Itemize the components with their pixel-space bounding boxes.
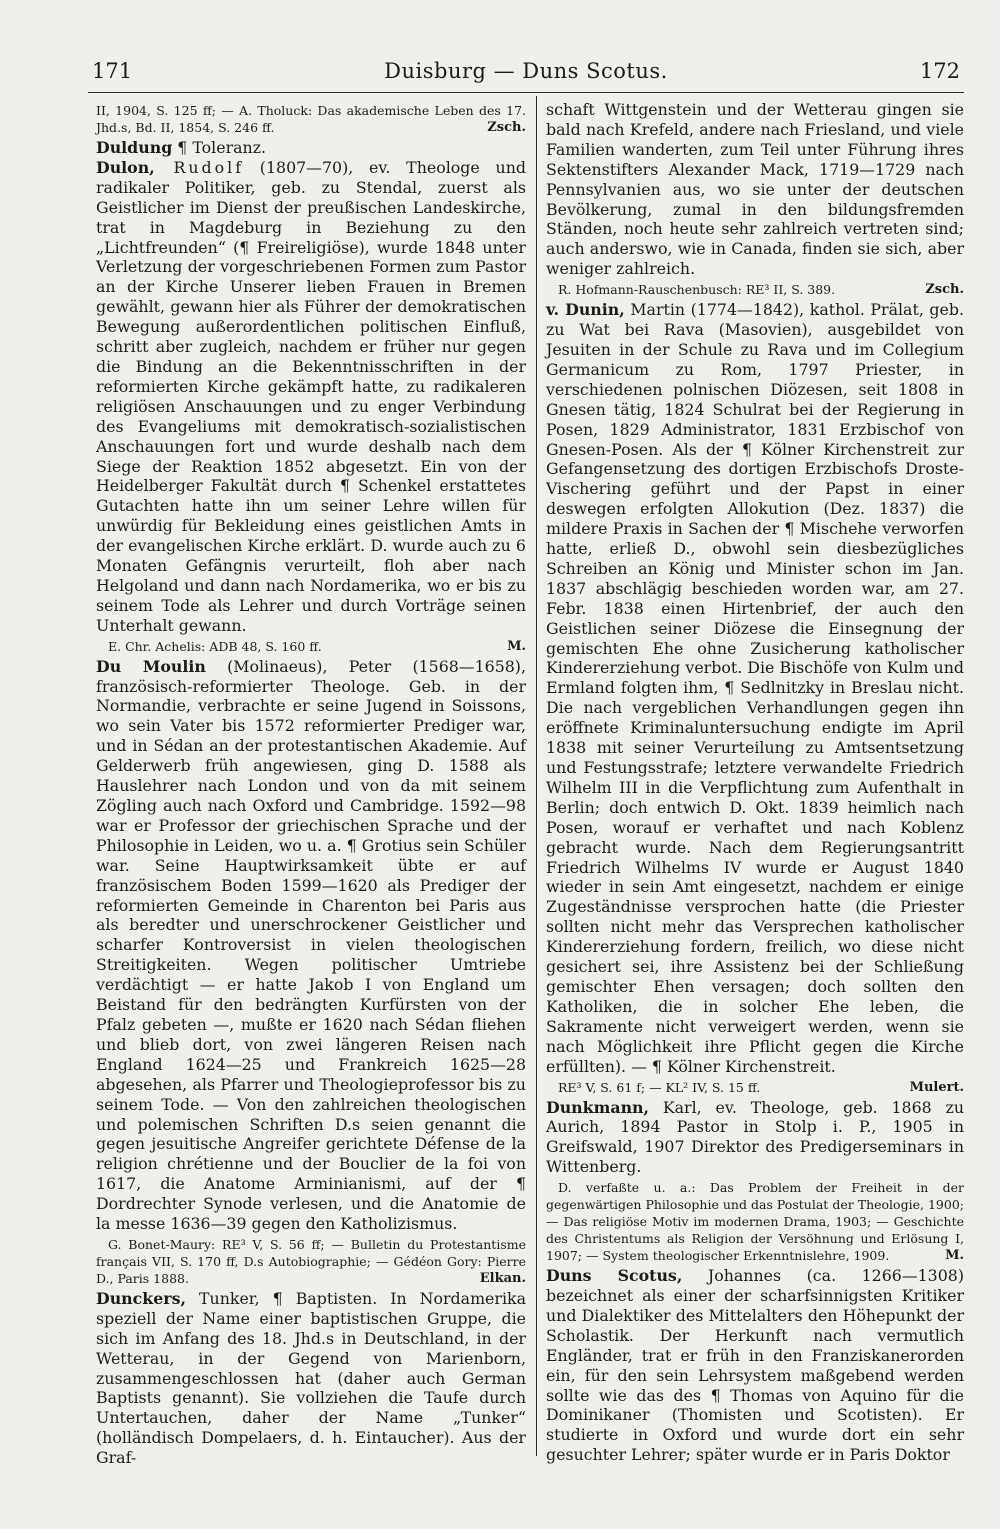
lemma: Du Moulin xyxy=(96,656,206,676)
running-title: Duisburg — Duns Scotus. xyxy=(384,59,668,83)
author-signature: Zsch. xyxy=(925,282,964,298)
right-column xyxy=(546,100,964,1465)
entry-dunckers: Dunckers, Tunker, ¶ Baptisten. In Nordamerika speziell der Name einer baptistischen Gruppe, die sich im Anfang des 18. Jhd.s in Deutschland, in der Wetterau, in der Gegend von Marienborn, zusammengeschlossen hat (daher auch German Baptists genannt). Sie vollziehen die Taufe durch Untertauchen, daher der Name „Tunker“ (holländisch Dompelaers, d. h. Eintaucher). Aus der Graf- xyxy=(96,1288,526,1468)
literature-note: II, 1904, S. 125 ff; — A. Tholuck: Das akademische Leben des 17. Jhd.s, Bd. II, 1854, S. 246 ff. Zsch. xyxy=(96,103,526,135)
entry-dunin: v. Dunin, Martin (1774—1842), kathol. Prälat, geb. zu Wat bei Rava (Masovien), ausgebildet von Jesuiten in der Schule zu Rava und im Collegium Germanicum zu Rom, 1797 Priester, in verschiedenen polnischen Diözesen, seit 1808 in Gnesen tätig, 1824 Schulrat bei der Regierung in Posen, 1829 Administrator, 1831 Erzbischof von Gnesen-Posen. Als der ¶ Kölner Kirchenstreit zur Gefangensetzung des dortigen Erzbischofs Droste-Vischering geführt und der Papst in einer deswegen erfolgten Allokution (Dez. 1837) die mildere Praxis in Sachen der ¶ Mischehe verworfen hatte, erließ D., obwohl sein diesbezügliches Schreiben an König und Minister schon im Jan. 1837 abschlägig beschieden worden war, am 27. Febr. 1838 einen Hirtenbrief, der auch den Geistlichen seiner Diözese die Einsegnung der gemischten Ehe ohne Zusicherung katholischer Kindererziehung verbot. Die Bischöfe von Kulm und Ermland folgten ihm, ¶ Sedlnitzky in Breslau nicht. Die nach vergeblichen Verhandlungen gegen ihn eröffnete Kriminaluntersuchung endigte im April 1838 mit seiner Verurteilung zu Amtsentsetzung und Festungsstrafe; letztere verwandelte Friedrich Wilhelm III in die Verpflichtung zum Aufenthalt in Berlin; doch entwich D. Okt. 1839 heimlich nach Posen, worauf er verhaftet und nach Koblenz gebracht wurde. Nach dem Regierungsantritt Friedrich Wilhelms IV wurde er August 1840 wieder in sein Amt eingesetzt, nachdem er einige Zugeständnisse versprochen hatte (die Priester sollten nicht mehr das Versprechen katholischer Kindererziehung fordern, freilich, wo diese nicht gesichert sei, ihre Assistenz bei der Schließung gemischter Ehen versagen; doch sollten den Katholiken, die in solcher Ehe leben, die Sakramente nicht verweigert werden, wenn sie nach Möglichkeit ihre Pflicht gegen die Kirche erfüllten). — ¶ Kölner Kirchenstreit. xyxy=(546,300,964,1076)
author-signature: M. xyxy=(945,1248,964,1264)
author-signature: M. xyxy=(507,638,526,654)
lemma: v. Dunin, xyxy=(546,300,625,320)
author-signature: Mulert. xyxy=(909,1079,964,1095)
column-divider xyxy=(536,96,537,1456)
entry-dunckers-continued: schaft Wittgenstein und der Wetterau gingen sie bald nach Krefeld, andere nach Friesland, und viele Familien wanderten, zum Teil unter Führung ihres Sektenstifters Alexander Mack, 1719—1729 nach Pennsylvanien aus, wo sie unter der deutschen Bevölkerung, zumal in den bildungsfremden Ständen, noch heute sehr zahlreich vertreten sind; auch anderswo, wie in Canada, finden sie sich, aber weniger zahlreich. xyxy=(546,100,964,279)
lemma: Dunckers, xyxy=(96,1288,186,1308)
literature-note: R. Hofmann-Rauschenbusch: RE³ II, S. 389. Zsch. xyxy=(558,282,964,298)
author-signature: Zsch. xyxy=(487,120,526,135)
literature-note: RE³ V, S. 61 f; — KL² IV, S. 15 ff. Mulert. xyxy=(558,1079,964,1095)
literature-note: G. Bonet-Maury: RE³ V, S. 56 ff; — Bulletin du Protestantisme français VII, S. 170 ff, D.s Autobiographie; — Gédéon Gory: Pierre D., Paris 1888. Elkan. xyxy=(96,1236,526,1286)
lemma: Duldung xyxy=(96,138,173,157)
left-column xyxy=(96,100,526,1468)
literature-note: E. Chr. Achelis: ADB 48, S. 160 ff. M. xyxy=(108,638,526,654)
page-number-left: 171 xyxy=(92,59,133,83)
entry-duldung: Duldung ¶ Toleranz. xyxy=(96,138,267,157)
lemma: Dunkmann, xyxy=(546,1097,650,1117)
entry-duns-scotus: Duns Scotus, Johannes (ca. 1266—1308) bezeichnet als einer der scharfsinnigsten Kritiker und Dialektiker des Mittelalters den Höhepunkt der Scholastik. Der Herkunft nach vermutlich Engländer, trat er früh in den Franziskanerorden ein, für den sein Lehrsystem maßgebend werden sollte wie das des ¶ Thomas von Aquino für die Dominikaner (Thomisten und Scotisten). Er studierte in Oxford und wurde dort ein sehr gesuchter Lehrer; später wurde er in Paris Doktor xyxy=(546,1266,964,1465)
header-rule xyxy=(88,92,964,93)
entry-du-moulin: Du Moulin (Molinaeus), Peter (1568—1658), französisch-reformierter Theologe. Geb. in der Normandie, verbrachte er seine Jugend in Soissons, wo sein Vater bis 1572 reformierter Prediger war, und in Sédan an der protestantischen Akademie. Auf Gelderwerb früh angewiesen, ging D. 1588 als Hauslehrer nach London und von da mit seinem Zögling auch nach Oxford und Cambridge. 1592—98 war er Professor der griechischen Sprache und der Philosophie in Leiden, wo u. a. ¶ Grotius sein Schüler war. Seine Hauptwirksamkeit übte er auf französischem Boden 1599—1620 als Prediger der reformierten Gemeinde in Charenton bei Paris aus als beredter und unerschrockener Geistlicher und scharfer Kontroversist in vielen theologischen Streitigkeiten. Wegen politischer Umtriebe verdächtigt — er hatte Jakob I von England um Beistand für den bedrängten Kurfürsten von der Pfalz gebeten —, mußte er 1620 nach Sédan fliehen und blieb dort, von zwei längeren Reisen nach England 1624—25 und Frankreich 1625—28 abgesehen, als Pfarrer und Theologieprofessor bis zu seinem Tode. — Von den zahlreichen theologischen und polemischen Schriften D.s seien genannt die gegen jesuitische Angreifer gerichtete Défense de la religion chrétienne und der Bouclier de la foi von 1617, die Anatome Arminianismi, auf der ¶ Dordrechter Synode verlesen, und die Anatomie de la messe 1636—39 gegen den Katholizismus. xyxy=(96,656,526,1234)
lemma: Duns Scotus, xyxy=(546,1266,683,1286)
page-number-right: 172 xyxy=(919,59,960,83)
page-header xyxy=(92,55,960,95)
lemma: Dulon, xyxy=(96,157,155,177)
literature-note: D. verfaßte u. a.: Das Problem der Freiheit in der gegenwärtigen Philosophie und das Postulat der Theologie, 1900; — Das religiöse Motiv im modernen Drama, 1903; — Geschichte des Christentums als Religion der Versöhnung und Erlösung I, 1907; — System theologischer Erkenntnislehre, 1909. M. xyxy=(546,1180,964,1264)
entry-dunkmann: Dunkmann, Karl, ev. Theologe, geb. 1868 zu Aurich, 1894 Pastor in Stolp i. P., 1905 in Greifswald, 1907 Direktor des Predigerseminars in Wittenberg. xyxy=(546,1097,964,1177)
author-signature: Elkan. xyxy=(479,1270,526,1286)
entry-dulon: Dulon, Rudolf (1807—70), ev. Theologe und radikaler Politiker, geb. zu Stendal, zuerst als Geistlicher im Dienst der preußischen Landeskirche, trat in Magdeburg in Beziehung zu den „Lichtfreunden“ (¶ Freireligiöse), wurde 1848 unter Verletzung der vorgeschriebenen Formen zum Pastor an der Kirche Unserer lieben Frauen in Bremen gewählt, gewann hier als Führer der demokratischen Bewegung außerordentlichen politischen Einfluß, schritt aber zugleich, nachdem er früher nur gegen die Bindung an die Bekenntnisschriften in der reformierten Kirche gekämpft hatte, zu radikaleren religiösen Anschauungen und zu enger Verbindung des Evangeliums mit demokratisch-sozialistischen Anschauungen fort und wurde deshalb nach dem Siege der Reaktion 1852 abgesetzt. Ein von der Heidelberger Fakultät durch ¶ Schenkel erstattetes Gutachten hatte ihn um seiner Lehre willen für unwürdig für Bekleidung eines geistlichen Amts in der evangelischen Kirche erklärt. D. wurde auch zu 6 Monaten Gefängnis verurteilt, floh aber nach Helgoland und dann nach Nordamerika, wo er bis zu seinem Tode als Lehrer und durch Vorträge seinen Unterhalt gewann. xyxy=(96,157,526,635)
